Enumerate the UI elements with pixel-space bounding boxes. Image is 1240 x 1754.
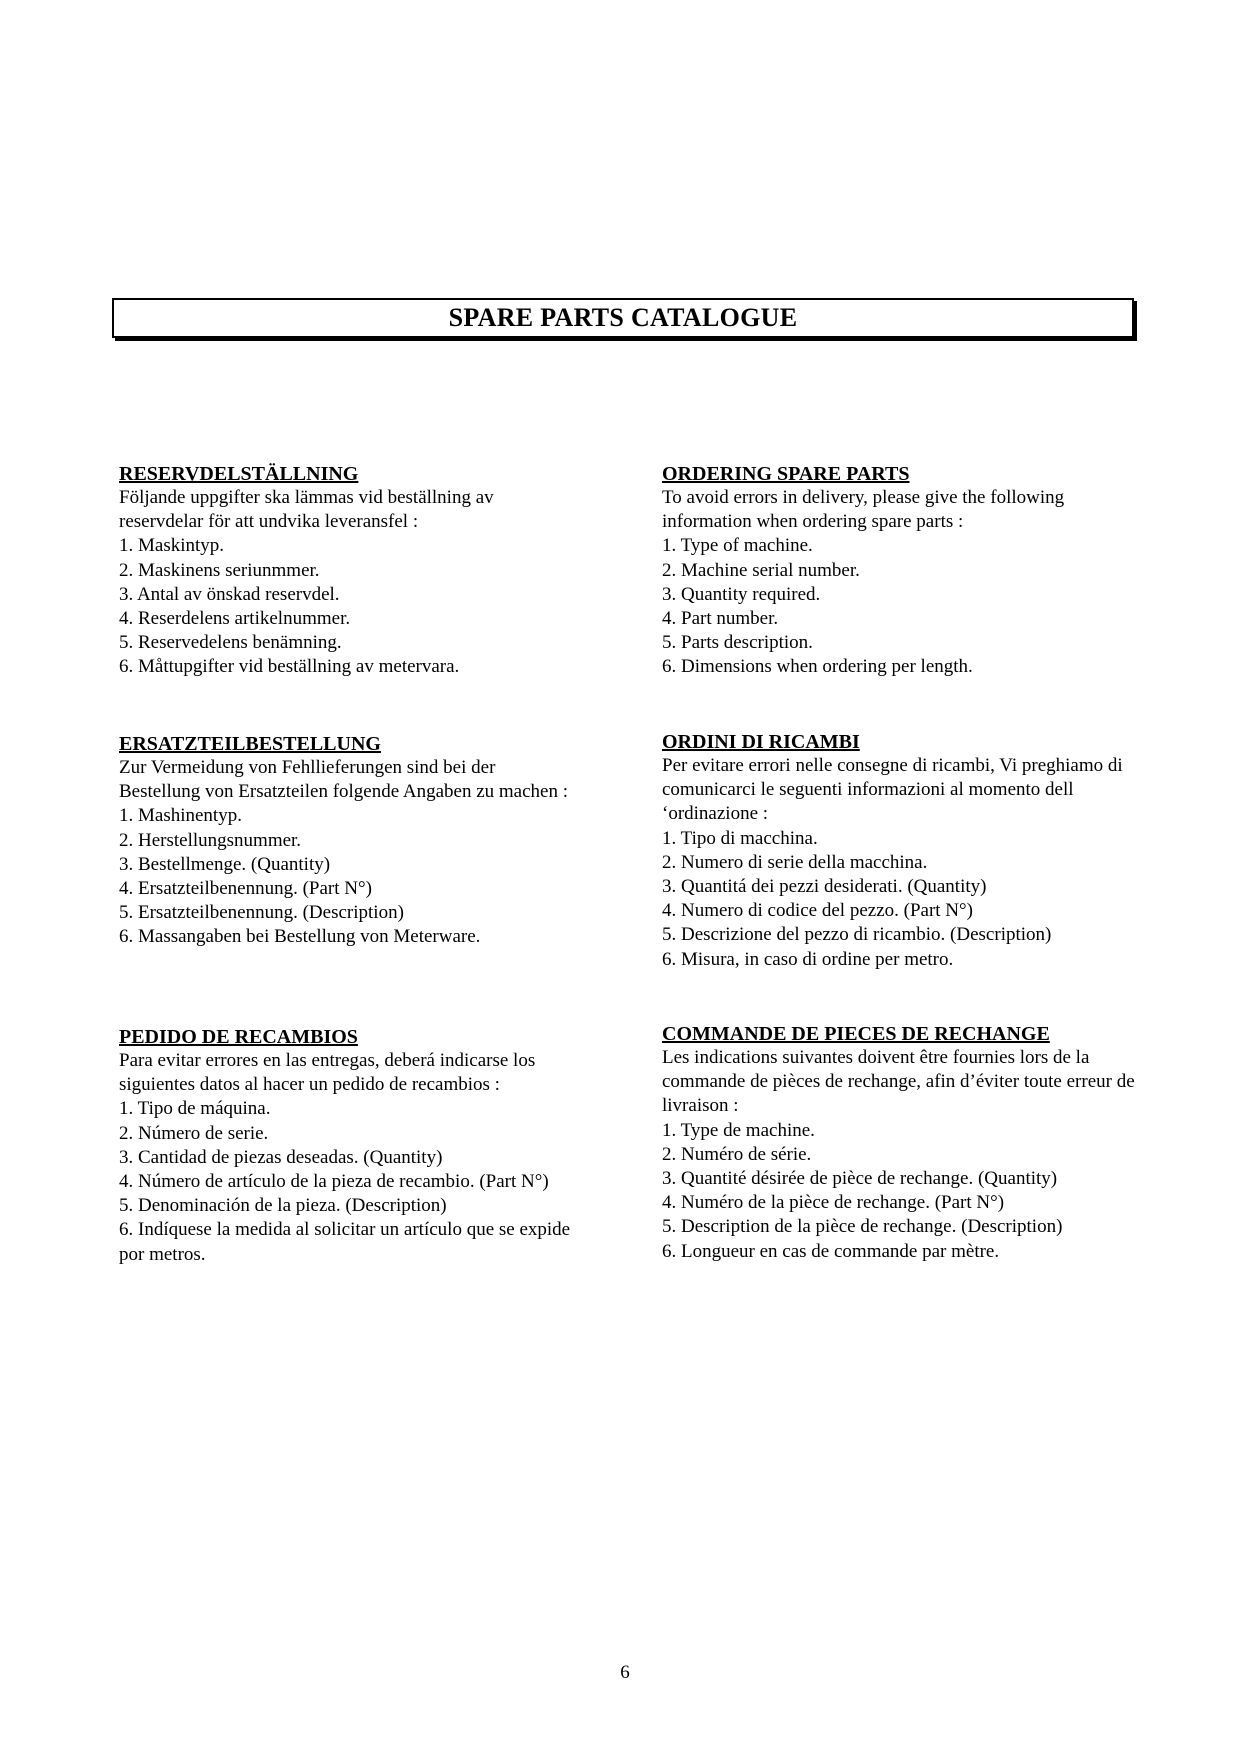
section-french bbox=[662, 1022, 1162, 1264]
section-german bbox=[119, 732, 619, 950]
list-item: 2. Herstellungsnummer. bbox=[119, 829, 302, 851]
list-item: 2. Número de serie. bbox=[119, 1122, 269, 1144]
section-intro: Para evitar errores en las entregas, deberá indicarse los siguientes datos al hacer un pedido de recambios : bbox=[119, 1050, 536, 1096]
list-item: 3. Quantité désirée de pièce de rechange. (Quantity) bbox=[662, 1168, 1058, 1190]
section-italian bbox=[662, 730, 1162, 972]
list-item: 4. Numero di codice del pezzo. (Part N°) bbox=[662, 900, 973, 922]
list-item: 4. Ersatzteilbenennung. (Part N°) bbox=[119, 878, 372, 900]
list-item: 4. Numéro de la pièce de rechange. (Part N°) bbox=[662, 1192, 1005, 1214]
list-item: 5. Denominación de la pieza. (Description) bbox=[119, 1195, 447, 1217]
list-item: 4. Reserdelens artikelnummer. bbox=[119, 608, 351, 630]
list-item: 1. Tipo di macchina. bbox=[662, 827, 818, 849]
section-heading: COMMANDE DE PIECES DE RECHANGE bbox=[662, 1023, 1050, 1045]
list-item: 2. Numéro de série. bbox=[662, 1143, 812, 1165]
section-heading: ORDINI DI RICAMBI bbox=[662, 731, 860, 753]
section-heading: ERSATZTEILBESTELLUNG bbox=[119, 733, 381, 755]
list-item: 6. Dimensions when ordering per length. bbox=[662, 656, 973, 678]
list-item: 6. Misura, in caso di ordine per metro. bbox=[662, 948, 954, 970]
catalogue-title-box bbox=[112, 298, 1134, 338]
list-item: 1. Type of machine. bbox=[662, 535, 813, 557]
list-item: 6. Måttupgifter vid beställning av metervara. bbox=[119, 656, 460, 678]
list-item: 3. Quantitá dei pezzi desiderati. (Quantity) bbox=[662, 876, 987, 898]
section-heading: ORDERING SPARE PARTS bbox=[662, 463, 910, 485]
list-item: 5. Reservedelens benämning. bbox=[119, 632, 342, 654]
section-english bbox=[662, 462, 1162, 680]
list-item: 1. Tipo de máquina. bbox=[119, 1098, 271, 1120]
list-item: 4. Part number. bbox=[662, 608, 779, 630]
section-spanish bbox=[119, 1025, 619, 1267]
list-item: 1. Type de machine. bbox=[662, 1119, 815, 1141]
page-number: 6 bbox=[620, 1662, 630, 1683]
list-item: 3. Quantity required. bbox=[662, 583, 821, 605]
list-item: 5. Ersatzteilbenennung. (Description) bbox=[119, 902, 404, 924]
list-item: 6. Indíquese la medida al solicitar un artículo que se expide por metros. bbox=[119, 1219, 571, 1265]
list-item: 2. Machine serial number. bbox=[662, 559, 860, 581]
section-heading: RESERVDELSTÄLLNING bbox=[119, 463, 359, 485]
section-intro: Zur Vermeidung von Fehllieferungen sind bei der Bestellung von Ersatzteilen folgende Angaben zu machen : bbox=[119, 757, 568, 803]
list-item: 1. Maskintyp. bbox=[119, 535, 225, 557]
section-intro: Per evitare errori nelle consegne di ricambi, Vi preghiamo di comunicarci le seguenti informazioni al momento dell ‘ordinazione : bbox=[662, 755, 1123, 825]
list-item: 4. Número de artículo de la pieza de recambio. (Part N°) bbox=[119, 1171, 549, 1193]
list-item: 5. Descrizione del pezzo di ricambio. (Description) bbox=[662, 924, 1052, 946]
list-item: 3. Bestellmenge. (Quantity) bbox=[119, 853, 331, 875]
page-title: SPARE PARTS CATALOGUE bbox=[448, 303, 798, 332]
list-item: 5. Parts description. bbox=[662, 632, 813, 654]
list-item: 2. Numero di serie della macchina. bbox=[662, 851, 928, 873]
list-item: 6. Longueur en cas de commande par mètre. bbox=[662, 1240, 1000, 1262]
list-item: 2. Maskinens seriunmmer. bbox=[119, 559, 320, 581]
list-item: 1. Mashinentyp. bbox=[119, 805, 242, 827]
list-item: 5. Description de la pièce de rechange. (Description) bbox=[662, 1216, 1063, 1238]
list-item: 3. Antal av önskad reservdel. bbox=[119, 583, 340, 605]
section-intro: Les indications suivantes doivent être fournies lors de la commande de pièces de rechange, afin d’éviter toute erreur de livraison : bbox=[662, 1047, 1135, 1117]
list-item: 3. Cantidad de piezas deseadas. (Quantity) bbox=[119, 1146, 443, 1168]
section-intro: To avoid errors in delivery, please give the following information when ordering spare parts : bbox=[662, 487, 1065, 533]
section-heading: PEDIDO DE RECAMBIOS bbox=[119, 1026, 358, 1048]
section-swedish bbox=[119, 462, 619, 680]
list-item: 6. Massangaben bei Bestellung von Meterware. bbox=[119, 926, 481, 948]
section-intro: Följande uppgifter ska lämmas vid beställning av reservdelar för att undvika leveransfel : bbox=[119, 487, 494, 533]
